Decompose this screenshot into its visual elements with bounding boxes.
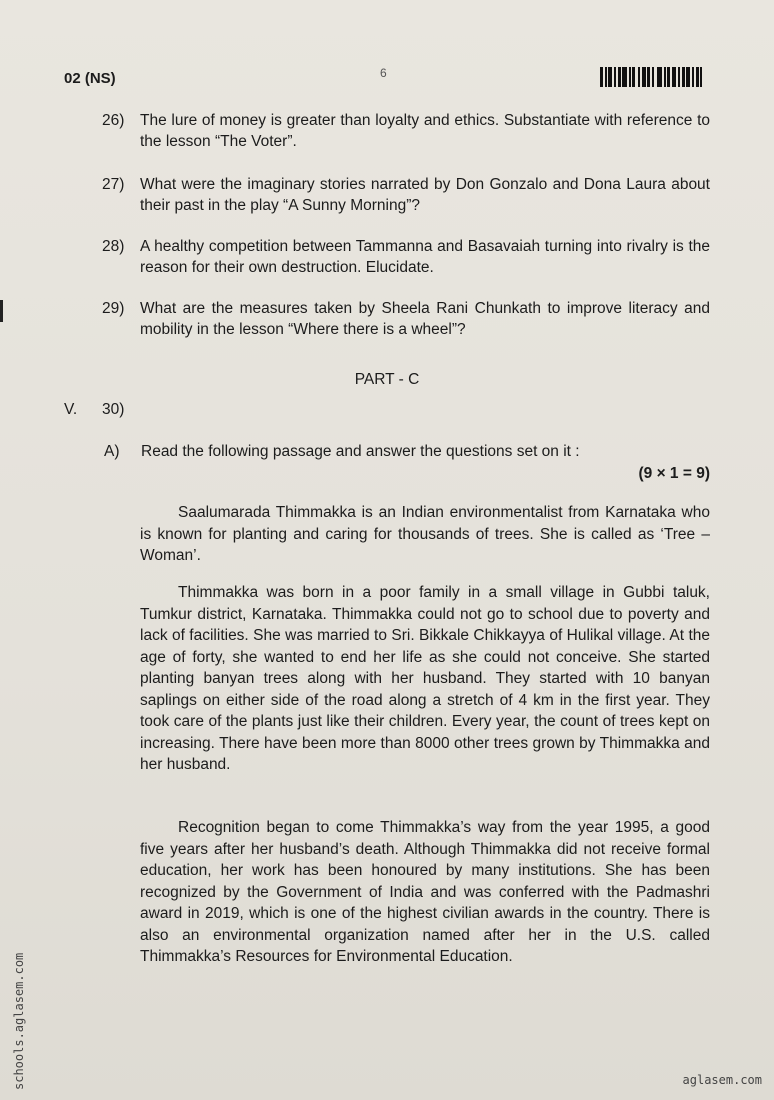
question-text: The lure of money is greater than loyalty and ethics. Substantiate with reference to the lesson “The Voter”. — [140, 112, 710, 150]
section-number: V. — [64, 401, 78, 418]
paper-code: 02 (NS) — [64, 70, 116, 87]
marks-allocation: (9 × 1 = 9) — [638, 465, 710, 482]
question-number: 26) — [102, 112, 125, 129]
barcode-icon — [600, 67, 706, 87]
question-number: 27) — [102, 176, 125, 193]
question-26 — [0, 110, 774, 154]
question-text: What are the measures taken by Sheela Rani Chunkath to improve literacy and mobility in the lesson “Where there is a wheel”? — [140, 300, 710, 338]
sub-question-label: A) — [104, 443, 120, 460]
question-number: 28) — [102, 238, 125, 255]
part-heading: PART - C — [354, 371, 420, 388]
passage-paragraph: Saalumarada Thimmakka is an Indian environmentalist from Karnataka who is known for planting and caring for thousands of trees. She is called as ‘Tree – Woman’. — [140, 504, 710, 564]
question-text: What were the imaginary stories narrated by Don Gonzalo and Dona Laura about their past in the play “A Sunny Morning”? — [140, 176, 710, 214]
question-number: 29) — [102, 300, 125, 317]
question-text: A healthy competition between Tammanna and Basavaiah turning into rivalry is the reason for their own destruction. Elucidate. — [140, 238, 710, 276]
question-30-number: 30) — [102, 401, 125, 418]
passage-paragraph: Thimmakka was born in a poor family in a small village in Gubbi taluk, Tumkur district, Karnataka. Thimmakka could not go to school due to poverty and lack of facilities. She was married to Sri. Bikkale Chikkayya of Hulikal village. At the age of forty, she wanted to end her life as she could not conceive. She started planting banyan trees along with her husband. They started with 10 banyan saplings on either side of the road along a stretch of 4 km in the first year. They took care of the plants just like their children. Every year, the count of trees kept on increasing. There have been more than 8000 other trees grown by Thimmakka and her husband. — [140, 584, 710, 773]
question-29 — [0, 298, 774, 342]
page-edge-mark — [0, 300, 3, 322]
passage-paragraph: Recognition began to come Thimmakka’s way from the year 1995, a good five years after her husband’s death. Although Thimmakka did not receive formal education, her work has been honoured by many institutions. She has been recognized by the Government of India and was conferred with the Padmashri award in 2019, which is one of the highest civilian awards in the country. There is also an environmental organization named after her in the U.S. called Thimmakka’s Resources for Environmental Education. — [140, 819, 710, 965]
side-watermark: schools.aglasem.com — [12, 952, 26, 1090]
page-number: 6 — [380, 66, 387, 80]
passage-instruction: Read the following passage and answer the questions set on it : — [141, 443, 580, 460]
question-28 — [0, 236, 774, 280]
question-27 — [0, 174, 774, 218]
footer-watermark: aglasem.com — [682, 1073, 762, 1087]
